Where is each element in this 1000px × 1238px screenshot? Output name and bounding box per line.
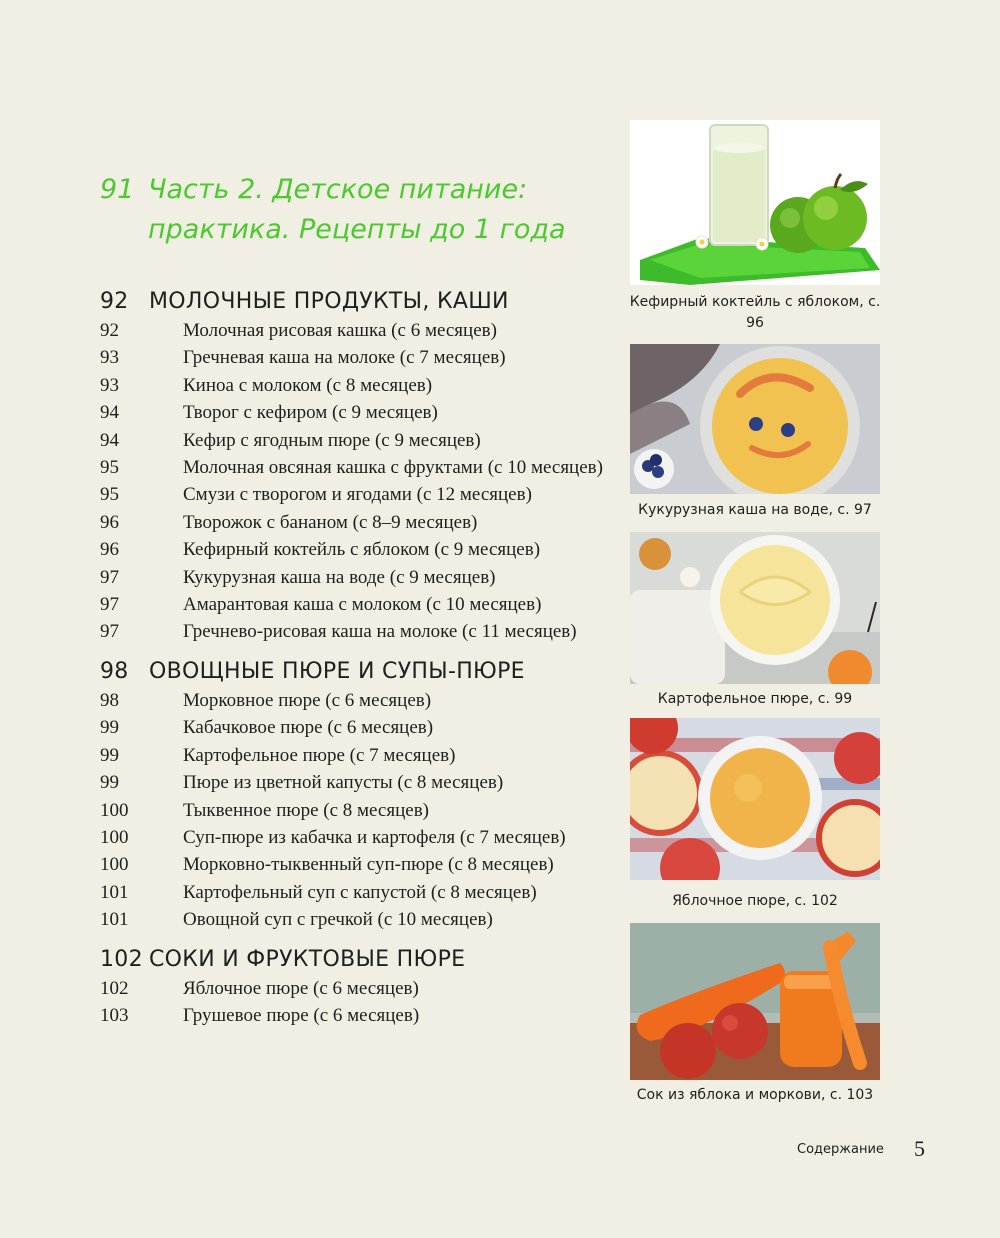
section-heading: [100, 287, 620, 317]
toc-entry: [100, 618, 620, 645]
toc-entry: [100, 536, 620, 563]
entry-title: Суп-пюре из кабачка и картофеля (с 7 месяцев): [183, 826, 566, 848]
entry-title: Гречнево-рисовая каша на молоке (с 11 месяцев): [183, 621, 577, 643]
toc-entry: [100, 591, 620, 618]
toc-section: [100, 287, 620, 646]
entry-title: Пюре из цветной капусты (с 8 месяцев): [183, 772, 504, 794]
photo-apple-carrot-juice: [630, 923, 880, 1080]
entry-title: Амарантовая каша с молоком (с 10 месяцев): [183, 594, 542, 616]
entry-page-number: 94: [100, 402, 119, 424]
toc-entry: [100, 427, 620, 454]
toc-entry: [100, 564, 620, 591]
toc-entry: [100, 481, 620, 508]
entry-page-number: 97: [100, 566, 119, 588]
entry-title: Картофельное пюре (с 7 месяцев): [183, 744, 456, 766]
entry-title: Тыквенное пюре (с 8 месяцев): [183, 799, 430, 821]
section-page-number: 102: [100, 946, 143, 972]
entry-title: Творожок с бананом (с 8–9 месяцев): [183, 511, 478, 533]
photo-caption: Сок из яблока и моркови, с. 103: [636, 1087, 874, 1103]
entry-page-number: 99: [100, 717, 119, 739]
entry-page-number: 103: [100, 1004, 129, 1026]
toc-entry: [100, 372, 620, 399]
toc-entry: [100, 317, 620, 344]
entry-page-number: 99: [100, 744, 119, 766]
entry-page-number: 101: [100, 881, 129, 903]
photo-caption: Кефирный коктейль с яблоком, с. 96: [629, 294, 881, 331]
photo-apple-puree: [630, 718, 880, 880]
toc-entry: [100, 714, 620, 741]
entry-title: Овощной суп с гречкой (с 10 месяцев): [183, 909, 493, 931]
entry-title: Яблочное пюре (с 6 месяцев): [183, 977, 419, 999]
photo-caption: Картофельное пюре, с. 99: [657, 691, 853, 707]
entry-title: Творог с кефиром (с 9 месяцев): [183, 402, 438, 424]
entry-title: Кефирный коктейль с яблоком (с 9 месяцев): [183, 539, 541, 561]
entry-title: Кефир с ягодным пюре (с 9 месяцев): [183, 429, 481, 451]
entry-page-number: 97: [100, 594, 119, 616]
entry-page-number: 101: [100, 909, 129, 931]
toc-entry: [100, 975, 620, 1002]
apple-puree-illustration: [630, 718, 880, 880]
section-page-number: 98: [100, 658, 129, 684]
part-title: Часть 2. Детское питание: практика. Рецепты до 1 года: [148, 174, 566, 245]
entry-page-number: 100: [100, 799, 129, 821]
entry-page-number: 100: [100, 854, 129, 876]
section-heading: [100, 657, 620, 687]
section-title: ОВОЩНЫЕ ПЮРЕ И СУПЫ-ПЮРЕ: [149, 658, 525, 684]
toc-entry: [100, 906, 620, 933]
entry-page-number: 100: [100, 826, 129, 848]
entry-page-number: 93: [100, 347, 119, 369]
toc-entry: [100, 769, 620, 796]
toc-entry: [100, 742, 620, 769]
footer-section-label: Содержание: [797, 1142, 884, 1157]
toc-entry: [100, 797, 620, 824]
section-title: СОКИ И ФРУКТОВЫЕ ПЮРЕ: [149, 946, 466, 972]
toc-entry: [100, 824, 620, 851]
entry-page-number: 94: [100, 429, 119, 451]
kefir-apple-illustration: [630, 120, 880, 285]
photo-caption: Кукурузная каша на воде, с. 97: [638, 502, 872, 518]
part-page-number: 91: [100, 174, 135, 205]
section-heading: [100, 945, 620, 975]
section-title: МОЛОЧНЫЕ ПРОДУКТЫ, КАШИ: [149, 289, 509, 314]
entry-title: Молочная рисовая кашка (с 6 месяцев): [183, 320, 497, 341]
toc-section: [100, 945, 620, 1030]
toc-entry: [100, 879, 620, 906]
photo-caption: Яблочное пюре, с. 102: [672, 893, 838, 909]
toc-entry: [100, 1002, 620, 1029]
entry-page-number: 92: [100, 320, 119, 341]
entry-title: Картофельный суп с капустой (с 8 месяцев): [183, 881, 537, 903]
entry-page-number: 98: [100, 689, 119, 711]
toc-entry: [100, 399, 620, 426]
toc-section: [100, 657, 620, 934]
entry-title: Киноа с молоком (с 8 месяцев): [183, 374, 433, 396]
entry-title: Кукурузная каша на воде (с 9 месяцев): [183, 566, 496, 588]
apple-carrot-juice-illustration: [630, 923, 880, 1080]
section-page-number: 92: [100, 289, 129, 314]
entry-title: Грушевое пюре (с 6 месяцев): [183, 1004, 420, 1026]
entry-page-number: 96: [100, 539, 119, 561]
entry-page-number: 97: [100, 621, 119, 643]
photo-kefir-apple: [630, 120, 880, 285]
toc-entry: [100, 344, 620, 371]
toc-entry: [100, 851, 620, 878]
table-of-contents: [100, 287, 620, 1040]
entry-page-number: 95: [100, 484, 119, 506]
page-number: 5: [914, 1136, 925, 1161]
entry-page-number: 102: [100, 977, 129, 999]
toc-entry: [100, 454, 620, 481]
entry-title: Морковно-тыквенный суп-пюре (с 8 месяцев): [183, 854, 554, 876]
entry-page-number: 93: [100, 374, 119, 396]
photo-mashed-potato: [630, 532, 880, 684]
mashed-potato-illustration: [630, 532, 880, 684]
entry-page-number: 96: [100, 511, 119, 533]
toc-entry: [100, 509, 620, 536]
entry-title: Кабачковое пюре (с 6 месяцев): [183, 717, 434, 739]
toc-entry: [100, 687, 620, 714]
entry-title: Молочная овсяная кашка с фруктами (с 10 месяцев): [183, 457, 603, 479]
corn-porridge-illustration: [630, 344, 880, 494]
entry-page-number: 99: [100, 772, 119, 794]
entry-page-number: 95: [100, 457, 119, 479]
entry-title: Смузи с творогом и ягодами (с 12 месяцев): [183, 484, 532, 506]
photo-corn-porridge: [630, 344, 880, 494]
entry-title: Гречневая каша на молоке (с 7 месяцев): [183, 347, 506, 369]
entry-title: Морковное пюре (с 6 месяцев): [183, 689, 432, 711]
